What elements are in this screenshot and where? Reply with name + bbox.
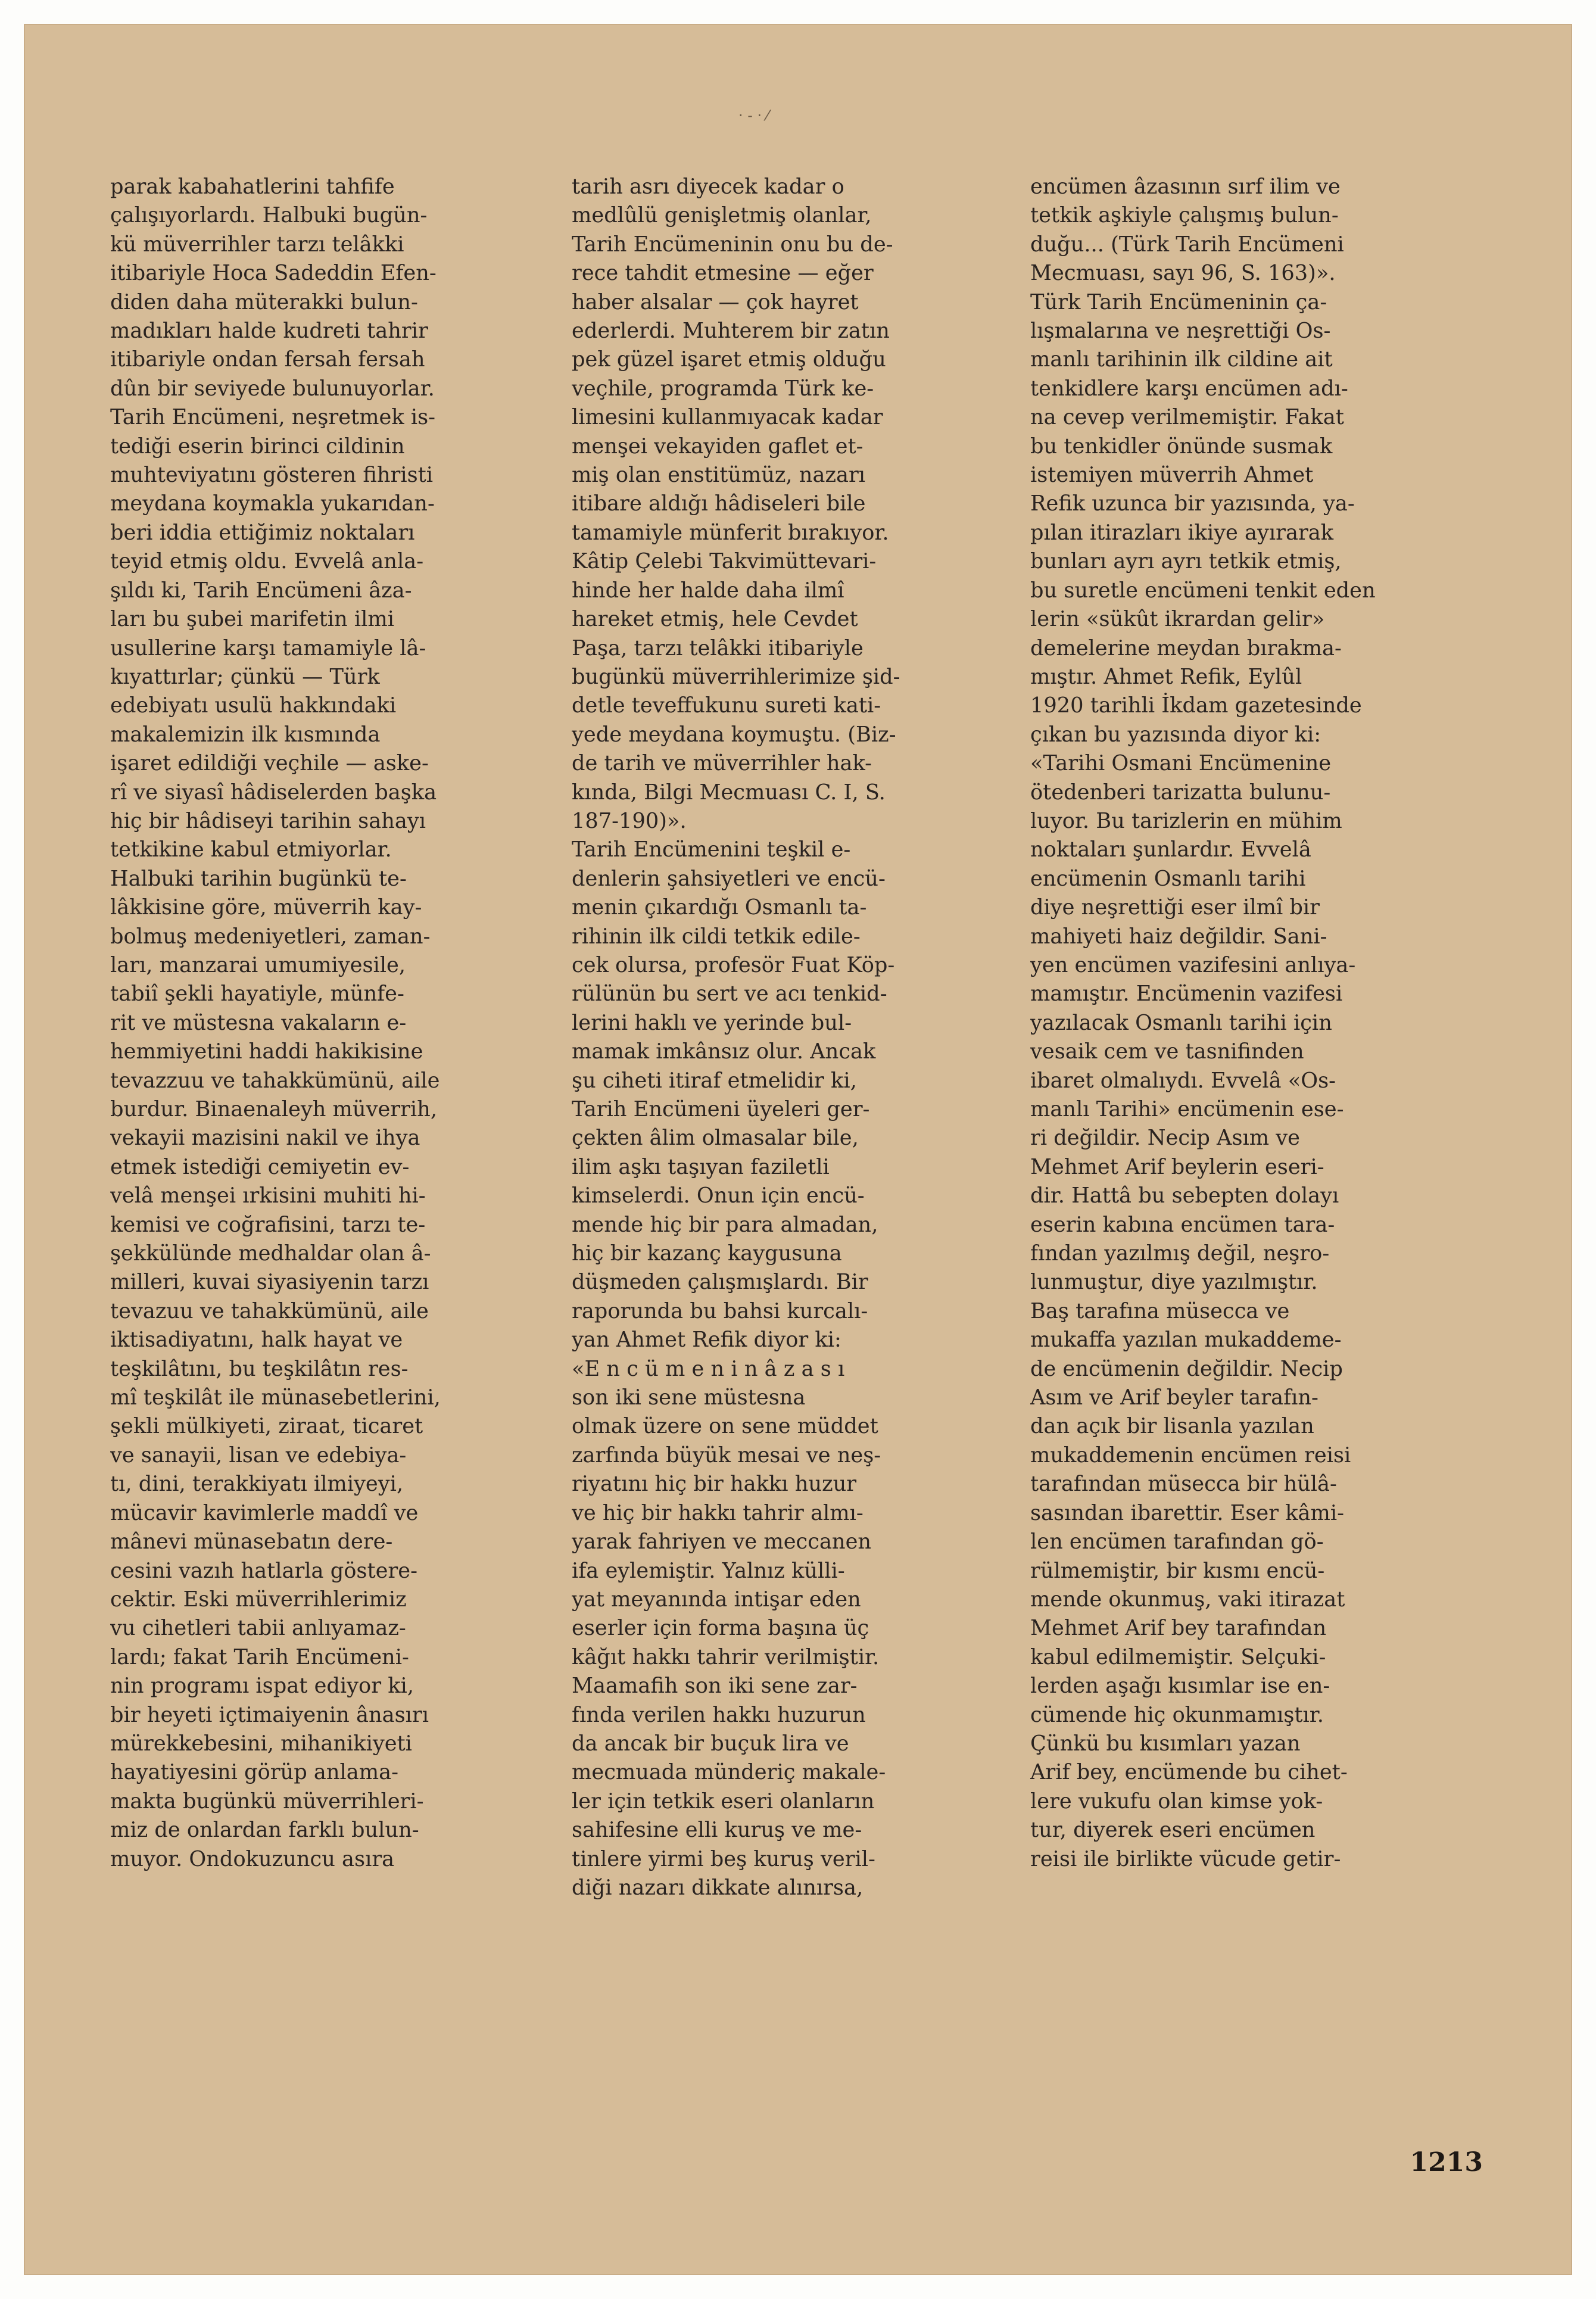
text-line: yazılacak Osmanlı tarihi için bbox=[1030, 1010, 1332, 1035]
text-line: encümen âzasının sırf ilim ve bbox=[1030, 175, 1341, 199]
text-line: ve sanayii, lisan ve edebiya- bbox=[110, 1443, 407, 1468]
text-line: dûn bir seviyede bulunuyorlar. bbox=[110, 376, 435, 401]
text-line: miş olan enstitümüz, nazarı bbox=[572, 463, 866, 488]
text-line: bu suretle encümeni tenkit eden bbox=[1030, 578, 1376, 603]
text-line: bir heyeti içtimaiyenin ânasırı bbox=[110, 1702, 429, 1727]
text-line: menin çıkardığı Osmanlı ta- bbox=[572, 895, 867, 920]
text-line: sahifesine elli kuruş ve me- bbox=[572, 1818, 862, 1843]
text-line: lerini haklı ve yerinde bul- bbox=[572, 1010, 852, 1035]
text-line: rülmemiştir, bir kısmı encü- bbox=[1030, 1558, 1325, 1583]
text-line: haber alsalar — çok hayret bbox=[572, 289, 859, 314]
text-line: ve hiç bir hakkı tahrir almı- bbox=[572, 1500, 864, 1525]
text-line: hiç bir hâdiseyi tarihin sahayı bbox=[110, 808, 426, 833]
text-column-middle bbox=[572, 173, 1024, 1902]
text-line: işaret edildiği veçhile — aske- bbox=[110, 751, 429, 776]
text-line: hinde her halde daha ilmî bbox=[572, 578, 844, 603]
text-line: eserler için forma başına üç bbox=[572, 1616, 869, 1641]
text-line: mânevi münasebatın dere- bbox=[110, 1529, 393, 1555]
text-line: şekli mülkiyeti, ziraat, ticaret bbox=[110, 1414, 423, 1439]
text-line: çıkan bu yazısında diyor ki: bbox=[1030, 722, 1321, 747]
text-line: pılan itirazları ikiye ayırarak bbox=[1030, 520, 1334, 545]
text-line: manlı Tarihi» encümenin ese- bbox=[1030, 1097, 1344, 1122]
text-line: mukaffa yazılan mukaddeme- bbox=[1030, 1328, 1342, 1353]
text-line: cek olursa, profesör Fuat Köp- bbox=[572, 952, 895, 977]
text-line: lerin «sükût ikrardan gelir» bbox=[1030, 607, 1325, 632]
text-line: eserin kabına encümen tara- bbox=[1030, 1212, 1335, 1237]
page-number: 1213 bbox=[1410, 2147, 1483, 2177]
text-line: tarafından müsecca bir hülâ- bbox=[1030, 1472, 1337, 1497]
text-line: manlı tarihinin ilk cildine ait bbox=[1030, 347, 1333, 372]
text-line: Tarih Encümeni, neşretmek is- bbox=[110, 405, 436, 430]
text-line: mamıştır. Encümenin vazifesi bbox=[1030, 982, 1343, 1007]
text-line: ibaret olmalıydı. Evvelâ «Os- bbox=[1030, 1068, 1336, 1093]
text-line: velâ menşei ırkisini muhiti hi- bbox=[110, 1183, 426, 1208]
text-line: muhteviyatını gösteren fihristi bbox=[110, 463, 434, 488]
text-line: mecmuada münderiç makale- bbox=[572, 1760, 886, 1785]
text-line: Asım ve Arif beyler tarafın- bbox=[1030, 1385, 1318, 1410]
text-line: mücavir kavimlerle maddî ve bbox=[110, 1500, 419, 1525]
text-line: edebiyatı usulü hakkındaki bbox=[110, 693, 397, 718]
text-line: fından yazılmış değil, neşro- bbox=[1030, 1241, 1330, 1266]
text-line: medlûlü genişletmiş olanlar, bbox=[572, 203, 872, 228]
text-line: son iki sene müstesna bbox=[572, 1385, 806, 1410]
text-line: şıldı ki, Tarih Encümeni âza- bbox=[110, 578, 412, 603]
text-line: kimselerdi. Onun için encü- bbox=[572, 1183, 865, 1208]
text-line: tur, diyerek eseri encümen bbox=[1030, 1818, 1316, 1843]
text-column-left bbox=[110, 173, 563, 1874]
text-line: dan açık bir lisanla yazılan bbox=[1030, 1414, 1314, 1439]
text-line: miz de onlardan farklı bulun- bbox=[110, 1818, 419, 1843]
text-line: Mehmet Arif bey tarafından bbox=[1030, 1616, 1327, 1641]
text-line: len encümen tarafından gö- bbox=[1030, 1529, 1324, 1555]
text-line: makalemizin ilk kısmında bbox=[110, 722, 381, 747]
text-line: tevazuu ve tahakkümünü, aile bbox=[110, 1298, 429, 1323]
text-line: etmek istediği cemiyetin ev- bbox=[110, 1154, 410, 1179]
text-line: yen encümen vazifesini anlıya- bbox=[1030, 952, 1356, 977]
text-line: sasından ibarettir. Eser kâmi- bbox=[1030, 1500, 1345, 1525]
text-line: zarfında büyük mesai ve neş- bbox=[572, 1443, 881, 1468]
text-line: 187-190)». bbox=[572, 808, 687, 833]
text-line: Çünkü bu kısımları yazan bbox=[1030, 1731, 1301, 1756]
text-line: tinlere yirmi beş kuruş veril- bbox=[572, 1846, 875, 1871]
text-line: tediği eserin birinci cildinin bbox=[110, 434, 405, 459]
text-line: dir. Hattâ bu sebepten dolayı bbox=[1030, 1183, 1339, 1208]
text-line: Kâtip Çelebi Takvimüttevari- bbox=[572, 549, 877, 574]
text-line: mahiyeti haiz değildir. Sani- bbox=[1030, 924, 1327, 949]
text-line: lere vukufu olan kimse yok- bbox=[1030, 1789, 1323, 1814]
text-line: ler için tetkik eseri olanların bbox=[572, 1789, 875, 1814]
text-line: kıyattırlar; çünkü — Türk bbox=[110, 664, 380, 689]
text-line: Paşa, tarzı telâkki itibariyle bbox=[572, 636, 864, 661]
text-line: Türk Tarih Encümeninin ça- bbox=[1030, 289, 1327, 314]
text-line: meydana koymakla yukarıdan- bbox=[110, 491, 435, 516]
text-line: tetkikine kabul etmiyorlar. bbox=[110, 837, 392, 862]
text-line: mamak imkânsız olur. Ancak bbox=[572, 1039, 876, 1064]
text-line: itibariyle Hoca Sadeddin Efen- bbox=[110, 261, 437, 286]
text-line: ilim aşkı taşıyan faziletli bbox=[572, 1154, 830, 1179]
text-line: diye neşrettiği eser ilmî bir bbox=[1030, 895, 1320, 920]
text-line: şekkülünde medhaldar olan â- bbox=[110, 1241, 431, 1266]
text-line: ları, manzarai umumiyesile, bbox=[110, 952, 406, 977]
text-line: de tarih ve müverrihler hak- bbox=[572, 751, 872, 776]
text-line: lışmalarına ve neşrettiği Os- bbox=[1030, 319, 1331, 344]
text-line: na cevep verilmemiştir. Fakat bbox=[1030, 405, 1344, 430]
text-line: vesaik cem ve tasnifinden bbox=[1030, 1039, 1304, 1064]
text-line: reisi ile birlikte vücude getir- bbox=[1030, 1846, 1341, 1871]
text-line: Mehmet Arif beylerin eseri- bbox=[1030, 1154, 1324, 1179]
text-line: ederlerdi. Muhterem bir zatın bbox=[572, 319, 890, 344]
text-line: bolmuş medeniyetleri, zaman- bbox=[110, 924, 431, 949]
text-line: teşkilâtını, bu teşkilâtın res- bbox=[110, 1356, 409, 1381]
text-line: yat meyanında intişar eden bbox=[572, 1587, 861, 1612]
text-line: usullerine karşı tamamiyle lâ- bbox=[110, 636, 426, 661]
text-line: fında verilen hakkı huzurun bbox=[572, 1702, 866, 1727]
text-line: diden daha müterakki bulun- bbox=[110, 289, 418, 314]
text-line: de encümenin değildir. Necip bbox=[1030, 1356, 1343, 1381]
text-line: duğu... (Türk Tarih Encümeni bbox=[1030, 232, 1344, 257]
text-line: «Tarihi Osmani Encümenine bbox=[1030, 751, 1332, 776]
text-line: bunları ayrı ayrı tetkik etmiş, bbox=[1030, 549, 1342, 574]
text-line: cektir. Eski müverrihlerimiz bbox=[110, 1587, 407, 1612]
text-line: lardı; fakat Tarih Encümeni- bbox=[110, 1644, 409, 1669]
text-line: limesini kullanmıyacak kadar bbox=[572, 405, 883, 430]
text-line: tarih asrı diyecek kadar o bbox=[572, 175, 844, 199]
text-line: istemiyen müverrih Ahmet bbox=[1030, 463, 1314, 488]
text-line: kâğıt hakkı tahrir verilmiştir. bbox=[572, 1644, 880, 1669]
document-page bbox=[24, 24, 1572, 2275]
text-line: tenkidlere karşı encümen adı- bbox=[1030, 376, 1348, 401]
text-line: yan Ahmet Refik diyor ki: bbox=[572, 1328, 841, 1353]
text-line: Tarih Encümeni üyeleri ger- bbox=[572, 1097, 870, 1122]
text-line: kemisi ve coğrafisini, tarzı te- bbox=[110, 1212, 426, 1237]
text-line: cümende hiç okunmamıştır. bbox=[1030, 1702, 1324, 1727]
text-line: ları bu şubei marifetin ilmi bbox=[110, 607, 395, 632]
text-line: iktisadiyatını, halk hayat ve bbox=[110, 1328, 403, 1353]
text-line: rit ve müstesna vakaların e- bbox=[110, 1010, 407, 1035]
text-line: Tarih Encümenini teşkil e- bbox=[572, 837, 851, 862]
text-line: encümenin Osmanlı tarihi bbox=[1030, 866, 1306, 891]
text-line: tı, dini, terakkiyatı ilmiyeyi, bbox=[110, 1472, 404, 1497]
text-line: lâkkisine göre, müverrih kay- bbox=[110, 895, 422, 920]
text-line: düşmeden çalışmışlardı. Bir bbox=[572, 1270, 868, 1295]
text-line: vu cihetleri tabii anlıyamaz- bbox=[110, 1616, 406, 1641]
print-specks: · ‑ · ⁄ bbox=[738, 107, 769, 124]
text-line: Arif bey, encümende bu cihet- bbox=[1030, 1760, 1348, 1785]
text-line: Tarih Encümeninin onu bu de- bbox=[572, 232, 893, 257]
text-line: Baş tarafına müsecca ve bbox=[1030, 1298, 1290, 1323]
text-line: luyor. Bu tarizlerin en mühim bbox=[1030, 808, 1342, 833]
text-line: denlerin şahsiyetleri ve encü- bbox=[572, 866, 886, 891]
text-line: «E n c ü m e n i n â z a s ı bbox=[572, 1356, 845, 1381]
text-line: 1920 tarihli İkdam gazetesinde bbox=[1030, 693, 1362, 718]
text-line: rî ve siyasî hâdiselerden başka bbox=[110, 780, 437, 805]
text-line: itibariyle ondan fersah fersah bbox=[110, 347, 425, 372]
text-line: tabiî şekli hayatiyle, münfe- bbox=[110, 982, 404, 1007]
text-line: Halbuki tarihin bugünkü te- bbox=[110, 866, 407, 891]
text-line: ifa eylemiştir. Yalnız külli- bbox=[572, 1558, 845, 1583]
text-line: teyid etmiş oldu. Evvelâ anla- bbox=[110, 549, 424, 574]
text-line: nin programı ispat ediyor ki, bbox=[110, 1674, 414, 1699]
text-line: mî teşkilât ile münasebetlerini, bbox=[110, 1385, 441, 1410]
text-line: kabul edilmemiştir. Selçuki- bbox=[1030, 1644, 1326, 1669]
text-column-right bbox=[1030, 173, 1483, 1874]
text-line: yarak fahriyen ve meccanen bbox=[572, 1529, 872, 1555]
text-line: da ancak bir buçuk lira ve bbox=[572, 1731, 849, 1756]
text-line: şu ciheti itiraf etmelidir ki, bbox=[572, 1068, 857, 1093]
text-line: muyor. Ondokuzuncu asıra bbox=[110, 1846, 395, 1871]
text-line: detle teveffukunu sureti kati- bbox=[572, 693, 881, 718]
text-line: burdur. Binaenaleyh müverrih, bbox=[110, 1097, 438, 1122]
text-line: çekten âlim olmasalar bile, bbox=[572, 1126, 859, 1151]
text-line: mende okunmuş, vaki itirazat bbox=[1030, 1587, 1345, 1612]
text-line: bugünkü müverrihlerimize şid- bbox=[572, 664, 900, 689]
text-line: kında, Bilgi Mecmuası C. I, S. bbox=[572, 780, 886, 805]
text-line: ötedenberi tarizatta bulunu- bbox=[1030, 780, 1331, 805]
text-line: Mecmuası, sayı 96, S. 163)». bbox=[1030, 261, 1336, 286]
text-line: beri iddia ettiğimiz noktaları bbox=[110, 520, 415, 545]
text-line: ri değildir. Necip Asım ve bbox=[1030, 1126, 1301, 1151]
text-line: rece tahdit etmesine — eğer bbox=[572, 261, 874, 286]
text-line: raporunda bu bahsi kurcalı- bbox=[572, 1298, 868, 1323]
text-line: makta bugünkü müverrihleri- bbox=[110, 1789, 424, 1814]
text-line: lerden aşağı kısımlar ise en- bbox=[1030, 1674, 1330, 1699]
text-line: pek güzel işaret etmiş olduğu bbox=[572, 347, 886, 372]
text-line: mende hiç bir para almadan, bbox=[572, 1212, 878, 1237]
text-line: olmak üzere on sene müddet bbox=[572, 1414, 878, 1439]
text-line: demelerine meydan bırakma- bbox=[1030, 636, 1342, 661]
text-line: rihinin ilk cildi tetkik edile- bbox=[572, 924, 861, 949]
text-line: tamamiyle münferit bırakıyor. bbox=[572, 520, 889, 545]
text-line: yede meydana koymuştu. (Biz- bbox=[572, 722, 896, 747]
text-line: hemmiyetini haddi hakikisine bbox=[110, 1039, 423, 1064]
text-line: tetkik aşkiyle çalışmış bulun- bbox=[1030, 203, 1339, 228]
text-line: Refik uzunca bir yazısında, ya- bbox=[1030, 491, 1355, 516]
text-line: milleri, kuvai siyasiyenin tarzı bbox=[110, 1270, 429, 1295]
text-line: parak kabahatlerini tahfife bbox=[110, 175, 395, 199]
text-line: madıkları halde kudreti tahrir bbox=[110, 319, 428, 344]
text-line: bu tenkidler önünde susmak bbox=[1030, 434, 1333, 459]
text-line: mürekkebesini, mihanikiyeti bbox=[110, 1731, 412, 1756]
text-line: çalışıyorlardı. Halbuki bugün- bbox=[110, 203, 428, 228]
text-line: rülünün bu sert ve acı tenkid- bbox=[572, 982, 887, 1007]
text-line: menşei vekayiden gaflet et- bbox=[572, 434, 864, 459]
text-line: vekayii mazisini nakil ve ihya bbox=[110, 1126, 420, 1151]
text-line: hareket etmiş, hele Cevdet bbox=[572, 607, 858, 632]
text-line: lunmuştur, diye yazılmıştır. bbox=[1030, 1270, 1318, 1295]
text-line: Maamafih son iki sene zar- bbox=[572, 1674, 858, 1699]
text-line: diği nazarı dikkate alınırsa, bbox=[572, 1875, 864, 1900]
text-line: mukaddemenin encümen reisi bbox=[1030, 1443, 1351, 1468]
text-line: veçhile, programda Türk ke- bbox=[572, 376, 874, 401]
text-line: kü müverrihler tarzı telâkki bbox=[110, 232, 404, 257]
text-line: riyatını hiç bir hakkı huzur bbox=[572, 1472, 857, 1497]
text-line: hiç bir kazanç kaygusuna bbox=[572, 1241, 842, 1266]
text-line: hayatiyesini görüp anlama- bbox=[110, 1760, 399, 1785]
text-line: mıştır. Ahmet Refik, Eylûl bbox=[1030, 664, 1302, 689]
text-line: tevazzuu ve tahakkümünü, aile bbox=[110, 1068, 440, 1093]
text-line: itibare aldığı hâdiseleri bile bbox=[572, 491, 866, 516]
text-line: noktaları şunlardır. Evvelâ bbox=[1030, 837, 1311, 862]
text-line: cesini vazıh hatlarla gösterе- bbox=[110, 1558, 417, 1583]
